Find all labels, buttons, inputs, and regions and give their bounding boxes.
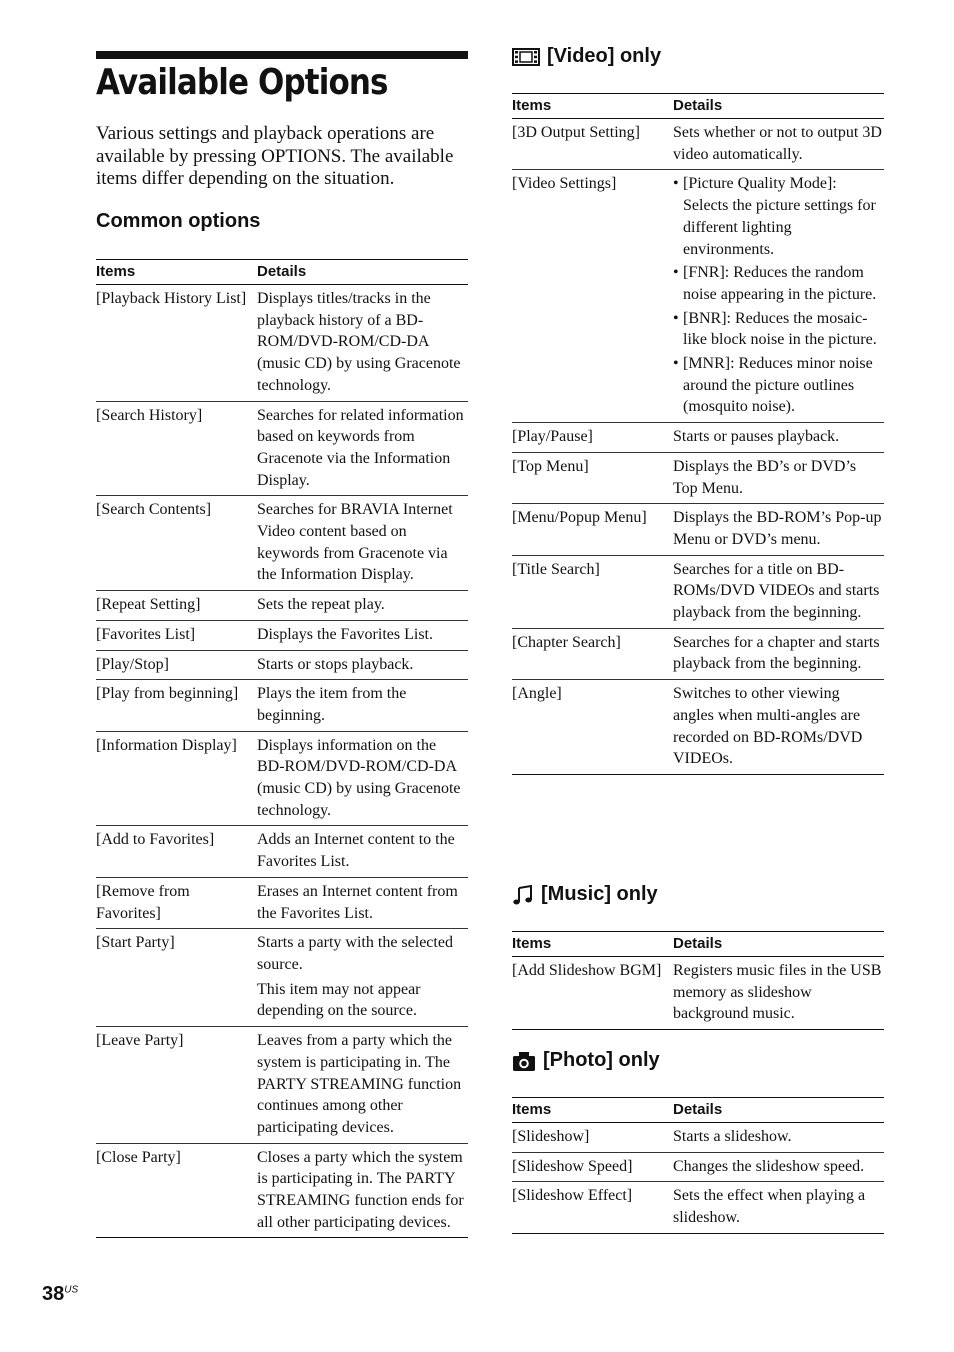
photo-only-heading xyxy=(512,1049,660,1072)
detail-bullet: • [Picture Quality Mode]: Selects the picture settings for different lighting environments. xyxy=(673,173,882,260)
detail-text: Erases an Internet content from the Favorites List. xyxy=(257,882,458,922)
detail-text: Adds an Internet content to the Favorites List. xyxy=(257,831,455,871)
detail-text: Displays information on the BD-ROM/DVD-ROM/CD-DA (music CD) by using Gracenote technology. xyxy=(257,736,461,819)
table-row xyxy=(96,591,468,621)
detail-text: Starts or pauses playback. xyxy=(673,428,840,446)
item-details xyxy=(257,620,468,650)
item-details xyxy=(257,826,468,877)
table-row xyxy=(512,1152,884,1182)
common-options-table xyxy=(96,259,468,1238)
photo-only-table xyxy=(512,1097,884,1234)
table-row xyxy=(96,929,468,1027)
detail-text: Closes a party which the system is participating in. The PARTY STREAMING function ends for all other participating devices. xyxy=(257,1148,464,1231)
detail-text: Sets whether or not to output 3D video automatically. xyxy=(673,124,882,163)
table-header-row xyxy=(512,932,884,957)
table-row xyxy=(512,1123,884,1153)
item-name: [Menu/Popup Menu] xyxy=(512,504,673,555)
table-row xyxy=(512,680,884,775)
table-row xyxy=(96,650,468,680)
music-only-heading-text: [Music] only xyxy=(541,883,658,905)
item-details xyxy=(673,452,884,503)
item-details xyxy=(673,680,884,775)
table-row xyxy=(512,555,884,628)
table-row xyxy=(512,504,884,555)
table-row xyxy=(96,877,468,928)
col-details: Details xyxy=(673,94,884,119)
item-details xyxy=(257,877,468,928)
table-header-row xyxy=(512,1098,884,1123)
item-name: [Angle] xyxy=(512,680,673,775)
music-note-icon xyxy=(512,884,534,906)
item-name: [Slideshow Speed] xyxy=(512,1152,673,1182)
col-details: Details xyxy=(673,1098,884,1123)
item-name: [Leave Party] xyxy=(96,1027,257,1144)
item-details xyxy=(673,628,884,679)
detail-text: Displays the Favorites List. xyxy=(257,625,433,643)
item-name: [Play/Pause] xyxy=(512,423,673,453)
item-details xyxy=(673,1182,884,1233)
item-details xyxy=(673,504,884,555)
detail-text: Displays the BD-ROM’s Pop-up Menu or DVD’s menu. xyxy=(673,509,882,548)
item-details xyxy=(673,423,884,453)
detail-text: Searches for BRAVIA Internet Video content based on keywords from Gracenote via the Information Display. xyxy=(257,501,453,584)
item-details xyxy=(257,929,468,1027)
detail-bullet: • [MNR]: Reduces minor noise around the picture outlines (mosquito noise). xyxy=(673,353,882,418)
common-options-heading xyxy=(96,210,260,233)
common-options-body xyxy=(96,285,468,1238)
item-name: [Slideshow Effect] xyxy=(512,1182,673,1233)
item-name: [Repeat Setting] xyxy=(96,591,257,621)
detail-text: Starts a party with the selected source. xyxy=(257,934,453,973)
item-name: [Search History] xyxy=(96,401,257,496)
table-row xyxy=(512,957,884,1030)
item-details xyxy=(257,496,468,591)
item-details xyxy=(257,650,468,680)
item-details xyxy=(257,1143,468,1238)
video-only-body xyxy=(512,119,884,775)
detail-text: Switches to other viewing angles when multi-angles are recorded on BD-ROMs/DVD VIDEOs. xyxy=(673,685,863,768)
table-row xyxy=(96,1027,468,1144)
music-only-heading xyxy=(512,883,658,906)
table-row xyxy=(512,170,884,423)
detail-text: Searches for related information based on keywords from Gracenote via the Information Display. xyxy=(257,406,464,489)
table-row xyxy=(512,452,884,503)
table-row xyxy=(512,1182,884,1233)
photo-only-body xyxy=(512,1123,884,1234)
detail-text: Changes the slideshow speed. xyxy=(673,1157,865,1175)
page-number-value: 38 xyxy=(42,1283,65,1305)
detail-text: Displays the BD’s or DVD’s Top Menu. xyxy=(673,457,857,497)
common-options-heading-text: Common options xyxy=(96,210,261,232)
table-row xyxy=(96,731,468,826)
col-items: Items xyxy=(96,260,257,285)
video-only-heading-text: [Video] only xyxy=(547,45,662,67)
intro-paragraph: Various settings and playback operations are available by pressing OPTIONS. The available items differ depending on the situation. xyxy=(96,123,454,189)
table-row xyxy=(96,285,468,402)
detail-bullet: • [FNR]: Reduces the random noise appearing in the picture. xyxy=(673,262,882,305)
col-items: Items xyxy=(512,94,673,119)
title-rule xyxy=(96,51,468,59)
col-details: Details xyxy=(257,260,468,285)
table-header-row xyxy=(512,94,884,119)
detail-bullet: • [BNR]: Reduces the mosaic-like block noise in the picture. xyxy=(673,308,882,351)
item-name: [Video Settings] xyxy=(512,170,673,423)
detail-text: Plays the item from the beginning. xyxy=(257,685,407,724)
item-details xyxy=(673,1152,884,1182)
table-header-row xyxy=(96,260,468,285)
item-name: [Slideshow] xyxy=(512,1123,673,1153)
music-only-table xyxy=(512,931,884,1030)
item-name: [3D Output Setting] xyxy=(512,119,673,170)
item-details xyxy=(257,680,468,731)
detail-text: Leaves from a party which the system is participating in. The PARTY STREAMING function continues among other participating devices. xyxy=(257,1032,462,1136)
page-number xyxy=(42,1283,78,1306)
page-number-suffix: US xyxy=(64,1284,79,1296)
item-name: [Remove from Favorites] xyxy=(96,877,257,928)
page-title: Available Options xyxy=(96,62,388,103)
detail-bullet-list xyxy=(673,173,882,418)
item-details xyxy=(673,957,884,1030)
table-row xyxy=(96,620,468,650)
item-name: [Chapter Search] xyxy=(512,628,673,679)
item-name: [Start Party] xyxy=(96,929,257,1027)
item-name: [Information Display] xyxy=(96,731,257,826)
item-name: [Playback History List] xyxy=(96,285,257,402)
table-row xyxy=(96,826,468,877)
video-only-heading xyxy=(512,45,661,68)
item-details xyxy=(257,1027,468,1144)
table-row xyxy=(512,628,884,679)
table-row xyxy=(96,1143,468,1238)
item-details xyxy=(673,1123,884,1153)
video-only-table xyxy=(512,93,884,775)
item-details xyxy=(673,555,884,628)
detail-text: Searches for a title on BD-ROMs/DVD VIDEOs and starts playback from the beginning. xyxy=(673,560,880,622)
film-icon xyxy=(512,47,540,67)
item-name: [Play/Stop] xyxy=(96,650,257,680)
table-row xyxy=(512,119,884,170)
item-name: [Top Menu] xyxy=(512,452,673,503)
table-row xyxy=(96,401,468,496)
item-name: [Add Slideshow BGM] xyxy=(512,957,673,1030)
detail-text: Sets the repeat play. xyxy=(257,596,385,614)
music-only-body xyxy=(512,957,884,1030)
item-name: [Search Contents] xyxy=(96,496,257,591)
col-items: Items xyxy=(512,932,673,957)
col-items: Items xyxy=(512,1098,673,1123)
item-details xyxy=(257,401,468,496)
item-details xyxy=(257,285,468,402)
detail-text: Starts or stops playback. xyxy=(257,655,414,673)
item-name: [Add to Favorites] xyxy=(96,826,257,877)
table-row xyxy=(96,680,468,731)
detail-text: Starts a slideshow. xyxy=(673,1128,792,1145)
item-name: [Play from beginning] xyxy=(96,680,257,731)
item-details xyxy=(257,731,468,826)
camera-icon xyxy=(512,1050,536,1072)
detail-text: Sets the effect when playing a slideshow. xyxy=(673,1187,866,1227)
photo-only-heading-text: [Photo] only xyxy=(543,1049,660,1071)
detail-text: Registers music files in the USB memory as slideshow background music. xyxy=(673,962,882,1023)
item-details xyxy=(673,170,884,423)
detail-text: Searches for a chapter and starts playback from the beginning. xyxy=(673,633,880,673)
detail-text: Displays titles/tracks in the playback history of a BD-ROM/DVD-ROM/CD-DA (music CD) by using Gracenote technology. xyxy=(257,290,461,394)
item-details xyxy=(673,119,884,170)
table-row xyxy=(512,423,884,453)
col-details: Details xyxy=(673,932,884,957)
item-name: [Favorites List] xyxy=(96,620,257,650)
table-row xyxy=(96,496,468,591)
item-name: [Title Search] xyxy=(512,555,673,628)
detail-text: This item may not appear depending on the source. xyxy=(257,980,421,1020)
item-details xyxy=(257,591,468,621)
item-name: [Close Party] xyxy=(96,1143,257,1238)
